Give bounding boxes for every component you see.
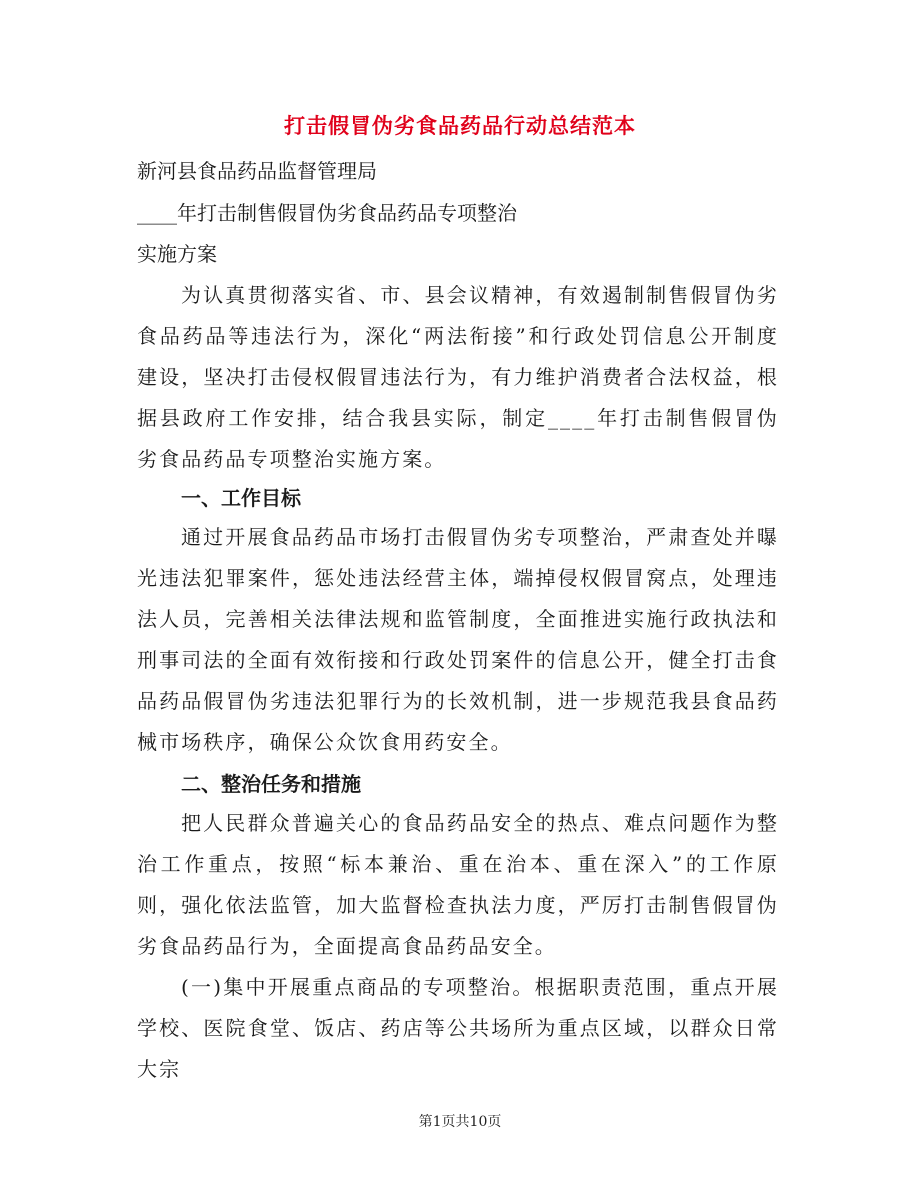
section1-heading: 一、工作目标: [181, 486, 301, 510]
section2-heading: 二、整治任务和措施: [181, 772, 361, 796]
plan-subtitle: 实施方案: [137, 242, 217, 266]
page-number: 第1页共10页: [418, 1114, 502, 1130]
section2-item1: (一)集中开展重点商品的专项整治。根据职责范围，重点开展学校、医院食堂、饭店、药店等公共场所为重点区域，以群众日常大宗: [137, 975, 779, 1081]
org-line: 新河县食品药品监督管理局: [137, 159, 377, 183]
intro-paragraph: 为认真贯彻落实省、市、县会议精神，有效遏制制售假冒伪劣食品药品等违法行为，深化“两法衔接”和行政处罚信息公开制度建设，坚决打击侵权假冒违法行为，有力维护消费者合法权益，根据县政府工作安排，结合我县实际，制定____年打击制售假冒伪劣食品药品专项整治实施方案。: [137, 283, 779, 471]
section2-paragraph: 把人民群众普遍关心的食品药品安全的热点、难点问题作为整治工作重点，按照“标本兼治、重在治本、重在深入”的工作原则，强化依法监管，加大监督检查执法力度，严厉打击制售假冒伪劣食品药品行为，全面提高食品药品安全。: [137, 811, 779, 958]
section1-paragraph: 通过开展食品药品市场打击假冒伪劣专项整治，严肃查处并曝光违法犯罪案件，惩处违法经营主体，端掉侵权假冒窝点，处理违法人员，完善相关法律法规和监管制度，全面推进实施行政执法和刑事司法的全面有效衔接和行政处罚案件的信息公开，健全打击食品药品假冒伪劣违法犯罪行为的长效机制，进一步规范我县食品药械市场秩序，确保公众饮食用药安全。: [137, 525, 779, 754]
plan-title-line: ____年打击制售假冒伪劣食品药品专项整治: [137, 201, 517, 225]
document-title: 打击假冒伪劣食品药品行动总结范本: [284, 113, 636, 138]
